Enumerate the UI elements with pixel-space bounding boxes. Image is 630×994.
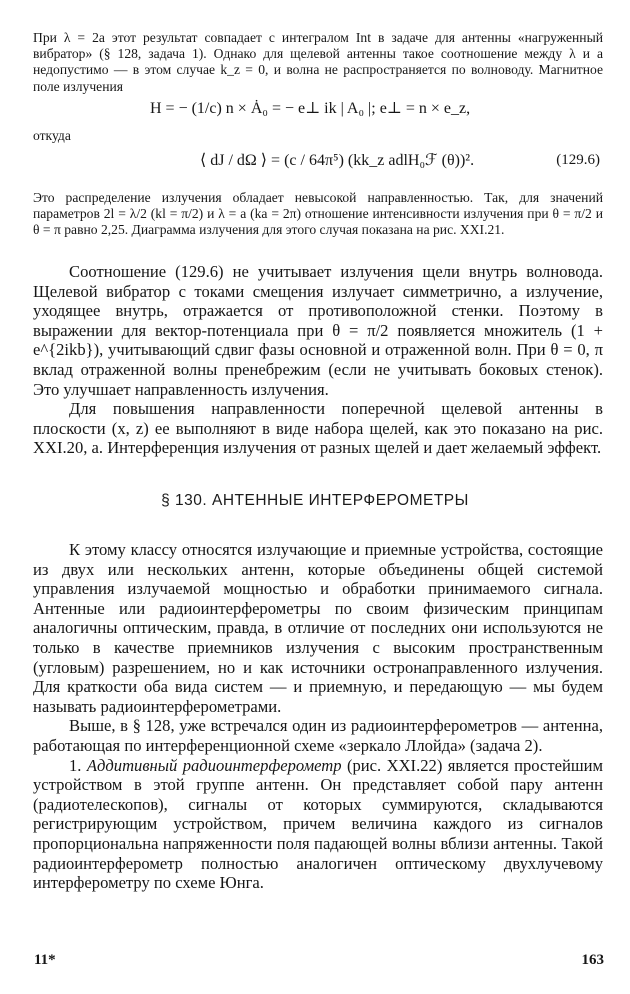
paragraph-5-text: (рис. XXI.22) является простейшим устройством в этой группе антенн. Он представляет собой пару антенн (радиотелескопов), сигналы от которых суммируются, складываются регистрирующим устройством, причем величина каждого из сигналов пропорциональна напряженности поля падающей волны вблизи антенны. Такой радиоинтерферометр полностью аналогичен оптическому двухлучевому интерферометру по схеме Юнга. [33,755,604,893]
paragraph-5 [33,756,603,893]
body-text-upper [33,262,603,458]
paragraph-4: Выше, в § 128, уже встречался один из радиоинтерферометров — антенна, работающая по интерференционной схеме «зеркало Ллойда» (задача 2). [33,716,603,755]
otkuda-text: откуда [33,128,71,143]
paragraph-1: Соотношение (129.6) не учитывает излучения щели внутрь волновода. Щелевой вибратор с токами смещения излучает симметрично, а излучение, уходящее внутрь, отражается от противоположной стенки. Поэтому в выражении для вектор-потенциала при θ = π/2 появляется множитель (1 + e^{2ikb}), учитывающий сдвиг фазы основной и отраженной волн. При θ = 0, π вклад отраженной волны пренебрежим (если не учитывать боковых стенок). Это улучшает направленность излучения. [33,262,603,399]
paragraph-3: К этому классу относятся излучающие и приемные устройства, состоящие из двух или нескольких антенн, которые объединены общей системой управления излучаемой мощностью и обработки принимаемого сигнала. Антенные или радиоинтерферометры по своим физическим принципам аналогичны оптическим, правда, в отличие от последних они используются не только в качестве приемников излучения с высоким пространственным (угловым) разрешением, но и как источники остронаправленного излучения. Для краткости оба вида систем — и приемную, и передающую — мы будем называть радиоинтерферометрами. [33,540,603,716]
body-text-lower [33,540,603,893]
page-number: 163 [581,952,604,968]
section-heading: § 130. АНТЕННЫЕ ИНТЕРФЕРОМЕТРЫ [161,492,469,509]
signature-mark: 11* [34,952,56,968]
paragraph-5-term: Аддитивный радиоинтерферометр [86,755,342,775]
top-paragraph [33,30,603,95]
top-paragraph-text: При λ = 2a этот результат совпадает с интегралом Int в задаче для антенны «нагруженный вибратор» (§ 128, задача 1). Однако для щелевой антенны такое соотношение между λ и a недопустимо — в этом случае k_z = 0, и волна не распространяется по волноводу. Магнитное поле излучения [33,30,603,94]
paragraph-2: Для повышения направленности поперечной щелевой антенны в плоскости (x, z) ее выполняют в виде набора щелей, как это показано на рис. XXI.20, a. Интерференция излучения от разных щелей и дает желаемый эффект. [33,399,603,458]
formula-magnetic-field: H = − (1/c) n × Ȧ₀ = − e⊥ ik | A₀ |; e⊥ = n × e_z, [150,100,471,117]
formula-radiation-intensity: ⟨ dJ / dΩ ⟩ = (c / 64π⁵) (kk_z adlH₀ℱ (θ))². [200,152,475,169]
otkuda-label [33,128,603,144]
small-paragraph-text: Это распределение излучения обладает невысокой направленностью. Так, для значений параметров 2l = λ/2 (kl = π/2) и λ = a (ka = 2π) отношение интенсивности излучения при θ = π/2 и θ = π равно 2,25. Диаграмма излучения для этого случая показана на рис. XXI.21. [33,190,603,238]
small-paragraph [33,190,603,239]
paragraph-5-number: 1. [69,755,82,775]
equation-number: (129.6) [556,152,600,168]
